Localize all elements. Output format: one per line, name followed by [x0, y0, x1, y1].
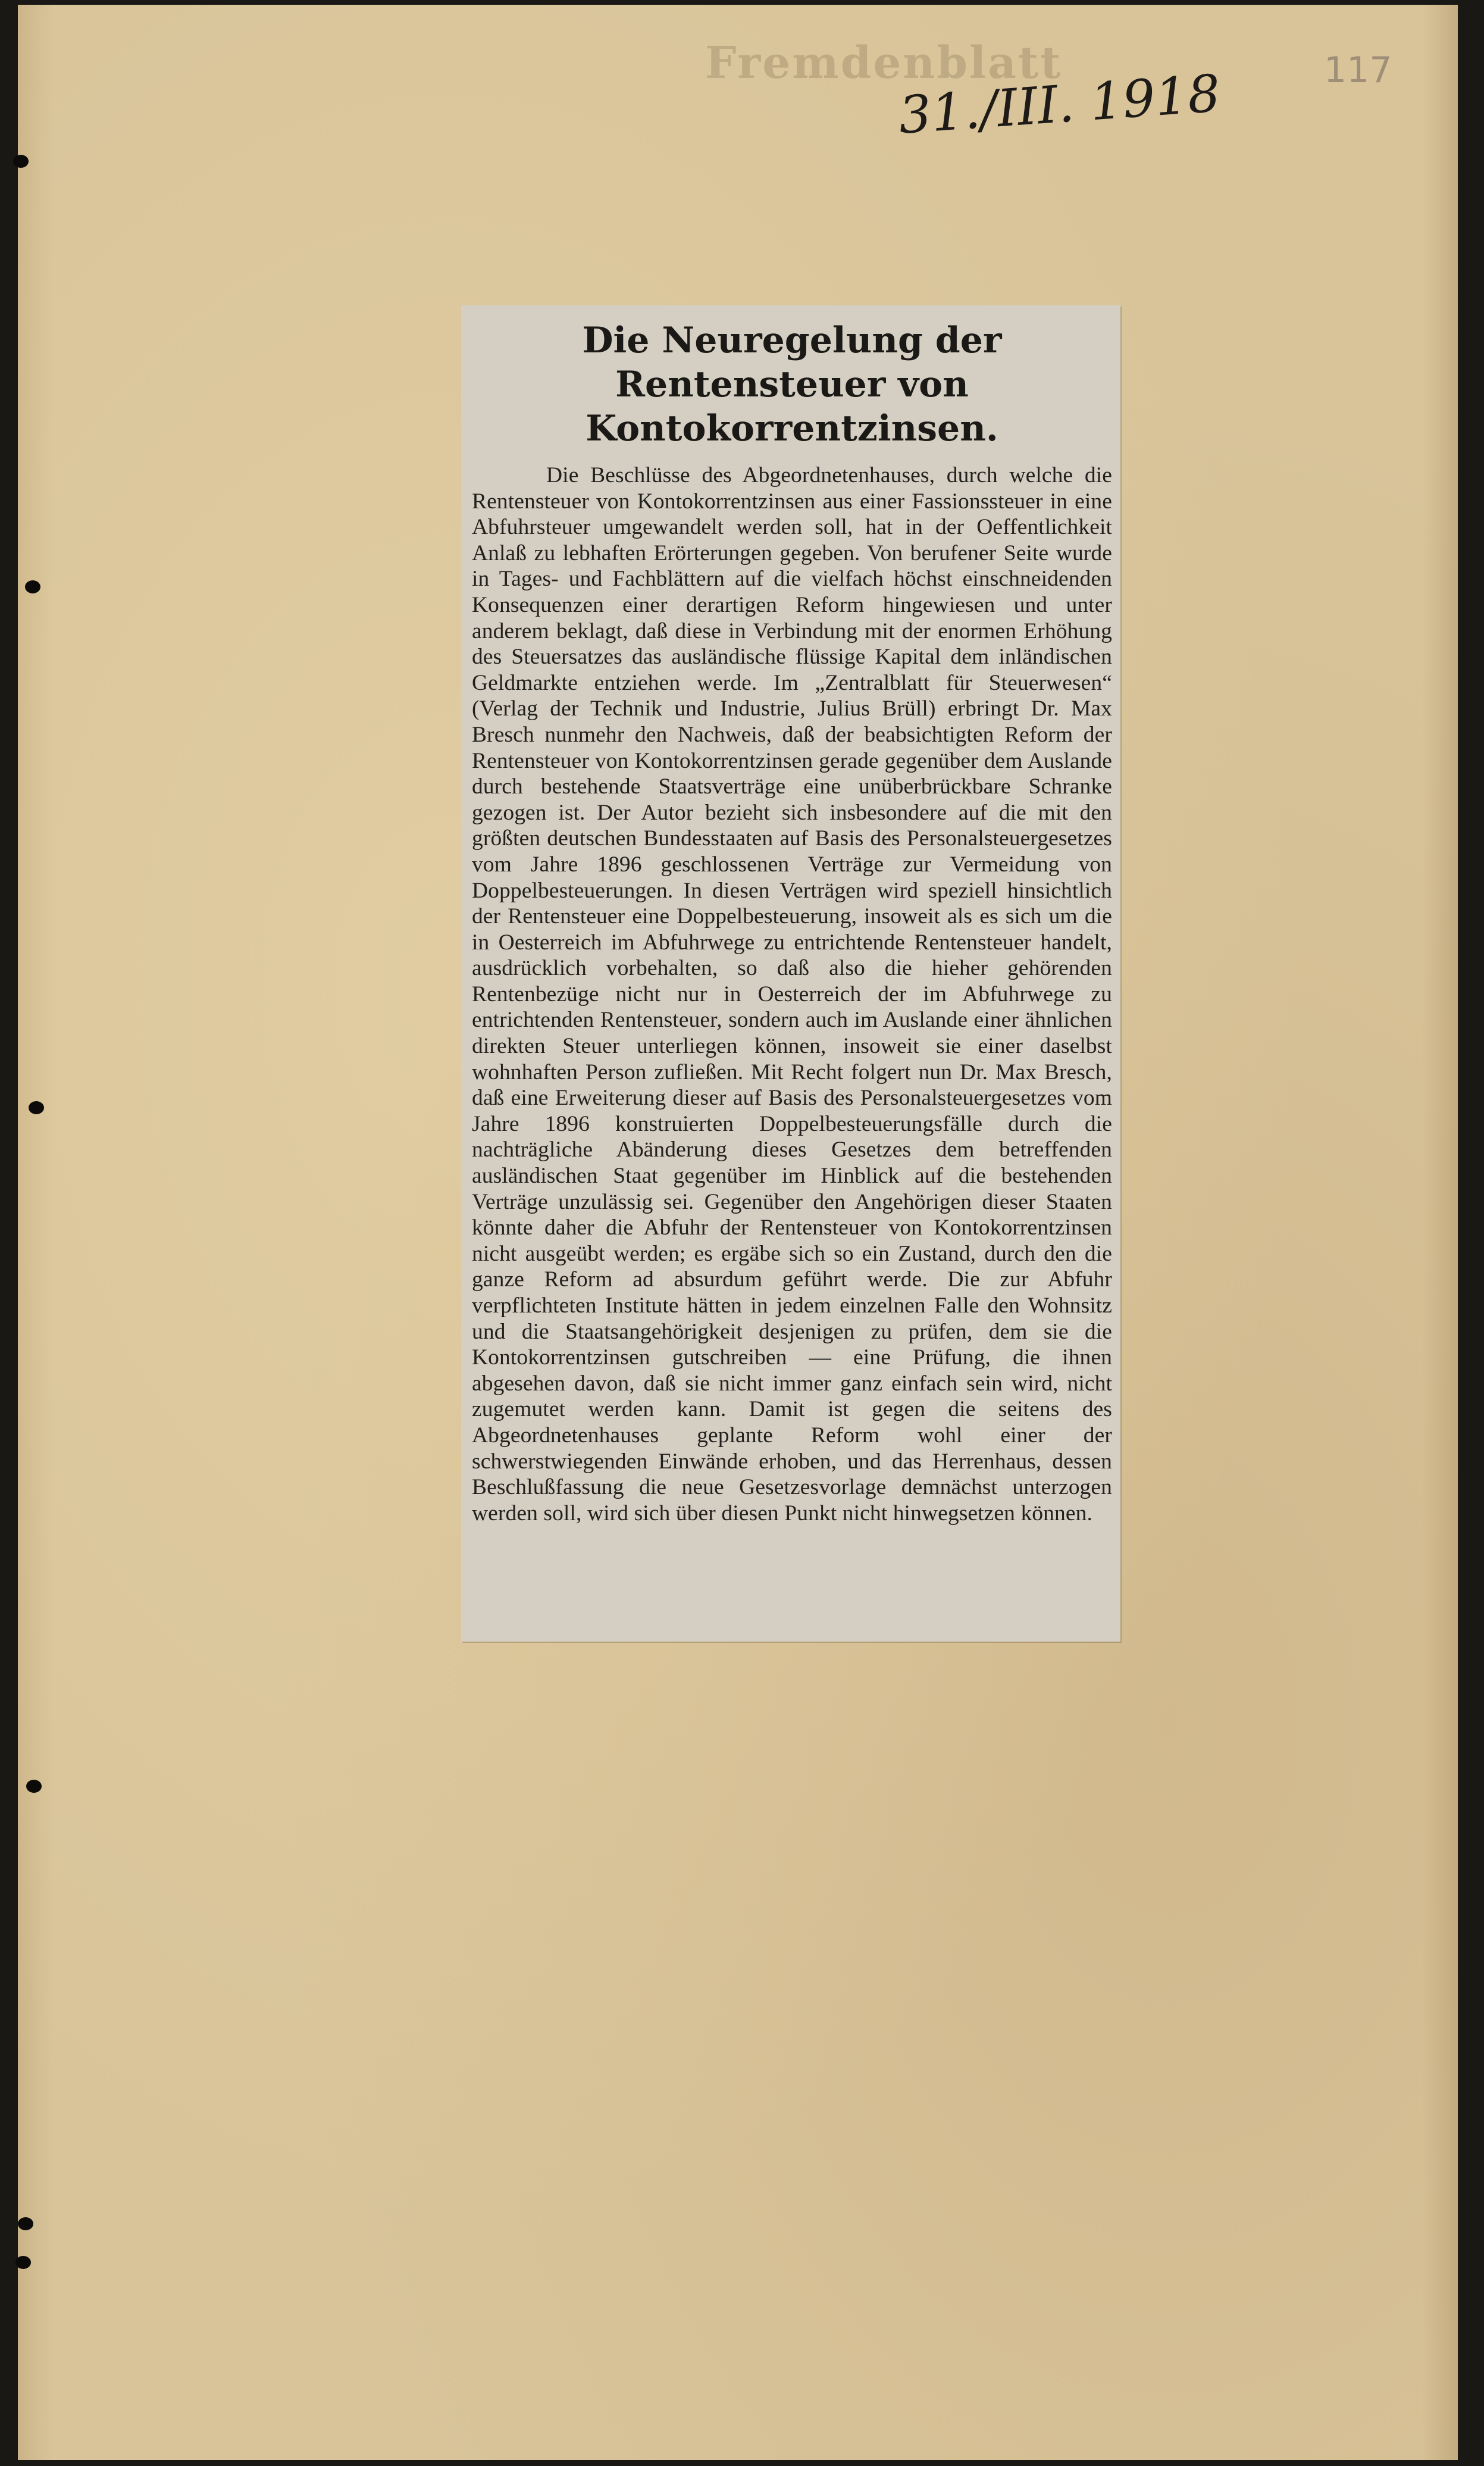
- archive-sheet: [18, 5, 1458, 2460]
- newspaper-stamp: Fremdenblatt: [705, 37, 1063, 89]
- handwritten-date: 31./III. 1918: [897, 64, 1223, 146]
- punch-hole: [13, 155, 29, 168]
- punch-hole: [25, 580, 40, 593]
- article-body: Die Beschlüsse des Abgeordnetenhauses, durch welche die Rentensteuer von Kontokorrentzinsen aus einer Fassionssteuer in eine Abfuhrsteuer umgewandelt werden soll, hat in der Oeffentlichkeit Anlaß zu lebhaften Erörterungen gegeben. Von berufener Seite wurde in Tages- und Fachblättern auf die vielfach höchst einschneidenden Konsequenzen einer derartigen Reform hingewiesen und unter anderem beklagt, daß diese in Verbindung mit der enormen Erhöhung des Steuersatzes das ausländische flüssige Kapital dem inländischen Geldmarkte entziehen werde. Im „Zentralblatt für Steuerwesen“ (Verlag der Technik und Industrie, Julius Brüll) erbringt Dr. Max Bresch nunmehr den Nachweis, daß der beabsichtigten Reform der Rentensteuer von Kontokorrentzinsen gerade gegenüber dem Auslande durch bestehende Staatsverträge eine unüberbrückbare Schranke gezogen ist. Der Autor bezieht sich insbesondere auf die mit den größten deutschen Bundesstaaten auf Basis des Personalsteuergesetzes vom Jahre 1896 geschlossenen Verträge zur Vermeidung von Doppelbesteuerungen. In diesen Verträgen wird speziell hinsichtlich der Rentensteuer eine Doppelbesteuerung, insoweit als es sich um die in Oesterreich im Abfuhrwege zu entrichtende Rentensteuer handelt, ausdrücklich vorbehalten, so daß also die hieher gehörenden Rentenbezüge nicht nur in Oesterreich der im Abfuhrwege zu entrichtenden Rentensteuer, sondern auch im Auslande einer ähnlichen direkten Steuer unterliegen können, insoweit sie einer daselbst wohnhaften Person zufließen. Mit Recht folgert nun Dr. Max Bresch, daß eine Erweiterung dieser auf Basis des Personalsteuergesetzes vom Jahre 1896 konstruierten Doppelbesteuerungsfälle durch die nachträgliche Abänderung dieses Gesetzes dem betreffenden ausländischen Staat gegenüber im Hinblick auf die bestehenden Verträge unzulässig sei. Gegenüber den Angehörigen dieser Staaten könnte daher die Abfuhr der Rentensteuer von Kontokorrentzinsen nicht ausgeübt werden; es ergäbe sich so ein Zustand, durch den die ganze Reform ad absurdum geführt werde. Die zur Abfuhr verpflichteten Institute hätten in jedem einzelnen Falle den Wohnsitz und die Staatsangehörigkeit desjenigen zu prüfen, dem sie die Kontokorrentzinsen gutschreiben — eine Prüfung, die ihnen abgesehen davon, daß sie nicht immer ganz einfach sein wird, nicht zugemutet werden kann. Damit ist gegen die seitens des Abgeordnetenhauses geplante Reform wohl einer der schwerstwiegenden Einwände erhoben, und das Herrenhaus, dessen Beschlußfassung die neue Gesetzesvorlage demnächst unterzogen werden soll, wird sich über diesen Punkt nicht hinwegsetzen können.: [472, 463, 1112, 1526]
- folio-number: 117: [1324, 49, 1392, 91]
- punch-hole: [26, 1780, 42, 1793]
- punch-hole: [15, 2256, 31, 2269]
- article-headline: Die Neuregelung der Rentensteuer von Kontokorrentzinsen.: [582, 320, 1002, 449]
- punch-hole: [29, 1101, 44, 1114]
- newspaper-clipping: [461, 305, 1120, 1642]
- punch-hole: [18, 2217, 33, 2230]
